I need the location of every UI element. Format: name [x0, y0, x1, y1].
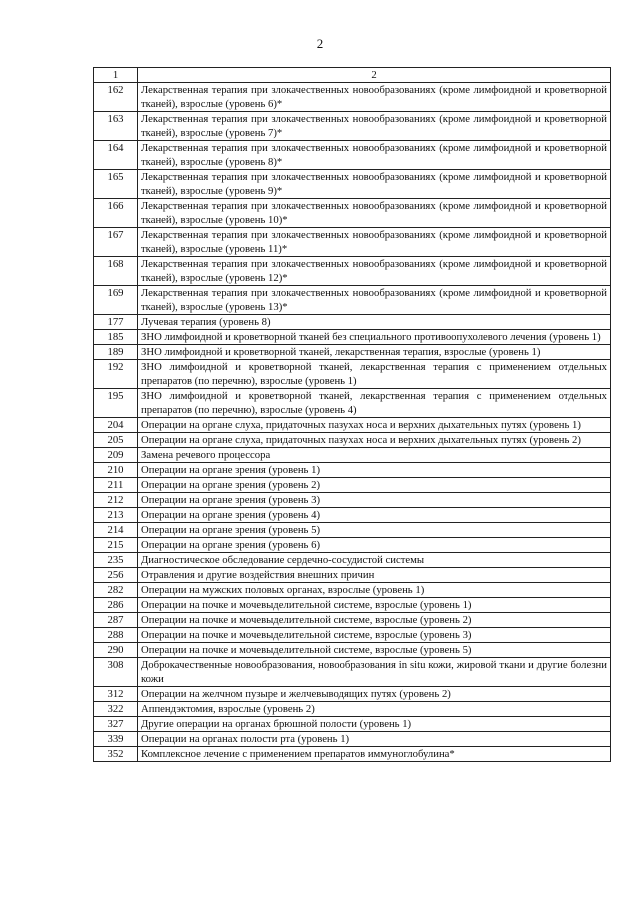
row-name: Лекарственная терапия при злокачественных новообразованиях (кроме лимфоидной и кроветворной тканей), взрослые (уровень 9)* — [138, 170, 611, 199]
row-name: Операции на органе слуха, придаточных пазухах носа и верхних дыхательных путях (уровень 1) — [138, 418, 611, 433]
row-name: Операции на органе зрения (уровень 3) — [138, 493, 611, 508]
table-row — [94, 493, 611, 508]
row-code: 185 — [94, 330, 138, 345]
column-header-name: 2 — [138, 68, 611, 83]
table-row — [94, 732, 611, 747]
column-header-code: 1 — [94, 68, 138, 83]
table-row — [94, 345, 611, 360]
table-row — [94, 228, 611, 257]
row-code: 166 — [94, 199, 138, 228]
table-row — [94, 418, 611, 433]
row-name: Операции на почке и мочевыделительной системе, взрослые (уровень 5) — [138, 643, 611, 658]
table-row — [94, 463, 611, 478]
row-name: Комплексное лечение с применением препаратов иммуноглобулина* — [138, 747, 611, 762]
table-row — [94, 389, 611, 418]
table-row — [94, 257, 611, 286]
row-name: Операции на органе зрения (уровень 1) — [138, 463, 611, 478]
row-name: Лекарственная терапия при злокачественных новообразованиях (кроме лимфоидной и кроветворной тканей), взрослые (уровень 10)* — [138, 199, 611, 228]
table-row — [94, 658, 611, 687]
row-code: 290 — [94, 643, 138, 658]
row-name: ЗНО лимфоидной и кроветворной тканей без специального противоопухолевого лечения (уровень 1) — [138, 330, 611, 345]
table-row — [94, 508, 611, 523]
row-name: Операции на почке и мочевыделительной системе, взрослые (уровень 1) — [138, 598, 611, 613]
row-name: Лекарственная терапия при злокачественных новообразованиях (кроме лимфоидной и кроветворной тканей), взрослые (уровень 13)* — [138, 286, 611, 315]
row-name: Лекарственная терапия при злокачественных новообразованиях (кроме лимфоидной и кроветворной тканей), взрослые (уровень 8)* — [138, 141, 611, 170]
row-name: ЗНО лимфоидной и кроветворной тканей, лекарственная терапия, взрослые (уровень 1) — [138, 345, 611, 360]
row-code: 286 — [94, 598, 138, 613]
row-code: 339 — [94, 732, 138, 747]
row-name: Операции на органе слуха, придаточных пазухах носа и верхних дыхательных путях (уровень 2) — [138, 433, 611, 448]
table-row — [94, 538, 611, 553]
row-name: Аппендэктомия, взрослые (уровень 2) — [138, 702, 611, 717]
row-code: 209 — [94, 448, 138, 463]
row-name: Операции на почке и мочевыделительной системе, взрослые (уровень 2) — [138, 613, 611, 628]
row-code: 192 — [94, 360, 138, 389]
row-code: 164 — [94, 141, 138, 170]
table-row — [94, 448, 611, 463]
row-code: 169 — [94, 286, 138, 315]
table-row — [94, 170, 611, 199]
row-code: 212 — [94, 493, 138, 508]
table-row — [94, 598, 611, 613]
table-row — [94, 553, 611, 568]
table-row — [94, 478, 611, 493]
row-code: 210 — [94, 463, 138, 478]
table-row — [94, 747, 611, 762]
row-name: Операции на почке и мочевыделительной системе, взрослые (уровень 3) — [138, 628, 611, 643]
table-row — [94, 687, 611, 702]
row-name: ЗНО лимфоидной и кроветворной тканей, лекарственная терапия с применением отдельных препаратов (по перечню), взрослые (уровень 1) — [138, 360, 611, 389]
row-code: 195 — [94, 389, 138, 418]
row-code: 308 — [94, 658, 138, 687]
row-name: Операции на желчном пузыре и желчевыводящих путях (уровень 2) — [138, 687, 611, 702]
page-number: 2 — [316, 36, 324, 51]
table-row — [94, 83, 611, 112]
row-code: 235 — [94, 553, 138, 568]
row-name: Операции на органе зрения (уровень 2) — [138, 478, 611, 493]
row-code: 213 — [94, 508, 138, 523]
row-name: Отравления и другие воздействия внешних причин — [138, 568, 611, 583]
row-name: Операции на органе зрения (уровень 4) — [138, 508, 611, 523]
row-code: 352 — [94, 747, 138, 762]
row-name: Операции на органе зрения (уровень 6) — [138, 538, 611, 553]
row-code: 168 — [94, 257, 138, 286]
table-row — [94, 112, 611, 141]
row-name: Операции на мужских половых органах, взрослые (уровень 1) — [138, 583, 611, 598]
row-code: 214 — [94, 523, 138, 538]
row-code: 211 — [94, 478, 138, 493]
table-body — [94, 83, 611, 762]
row-code: 189 — [94, 345, 138, 360]
row-code: 165 — [94, 170, 138, 199]
table-row — [94, 141, 611, 170]
row-code: 215 — [94, 538, 138, 553]
table-row — [94, 199, 611, 228]
table-row — [94, 433, 611, 448]
row-name: Операции на органе зрения (уровень 5) — [138, 523, 611, 538]
table-row — [94, 568, 611, 583]
table-row — [94, 330, 611, 345]
row-code: 177 — [94, 315, 138, 330]
row-name: Диагностическое обследование сердечно-сосудистой системы — [138, 553, 611, 568]
table-row — [94, 613, 611, 628]
row-code: 167 — [94, 228, 138, 257]
row-name: Доброкачественные новообразования, новообразования in situ кожи, жировой ткани и другие болезни кожи — [138, 658, 611, 687]
table-row — [94, 315, 611, 330]
row-code: 327 — [94, 717, 138, 732]
row-code: 287 — [94, 613, 138, 628]
row-code: 162 — [94, 83, 138, 112]
table-row — [94, 628, 611, 643]
row-name: Замена речевого процессора — [138, 448, 611, 463]
row-code: 256 — [94, 568, 138, 583]
row-name: Лучевая терапия (уровень 8) — [138, 315, 611, 330]
row-name: Лекарственная терапия при злокачественных новообразованиях (кроме лимфоидной и кроветворной тканей), взрослые (уровень 12)* — [138, 257, 611, 286]
table-header-row — [94, 68, 611, 83]
table-row — [94, 643, 611, 658]
table-row — [94, 286, 611, 315]
row-name: Лекарственная терапия при злокачественных новообразованиях (кроме лимфоидной и кроветворной тканей), взрослые (уровень 6)* — [138, 83, 611, 112]
row-code: 282 — [94, 583, 138, 598]
row-name: Другие операции на органах брюшной полости (уровень 1) — [138, 717, 611, 732]
row-code: 205 — [94, 433, 138, 448]
tariff-table — [93, 67, 611, 762]
row-code: 163 — [94, 112, 138, 141]
table-row — [94, 360, 611, 389]
table-row — [94, 702, 611, 717]
table-row — [94, 583, 611, 598]
row-name: ЗНО лимфоидной и кроветворной тканей, лекарственная терапия с применением отдельных препаратов (по перечню), взрослые (уровень 4) — [138, 389, 611, 418]
table-row — [94, 717, 611, 732]
table-row — [94, 523, 611, 538]
row-code: 312 — [94, 687, 138, 702]
row-code: 204 — [94, 418, 138, 433]
row-name: Операции на органах полости рта (уровень 1) — [138, 732, 611, 747]
row-name: Лекарственная терапия при злокачественных новообразованиях (кроме лимфоидной и кроветворной тканей), взрослые (уровень 11)* — [138, 228, 611, 257]
row-code: 322 — [94, 702, 138, 717]
row-name: Лекарственная терапия при злокачественных новообразованиях (кроме лимфоидной и кроветворной тканей), взрослые (уровень 7)* — [138, 112, 611, 141]
row-code: 288 — [94, 628, 138, 643]
